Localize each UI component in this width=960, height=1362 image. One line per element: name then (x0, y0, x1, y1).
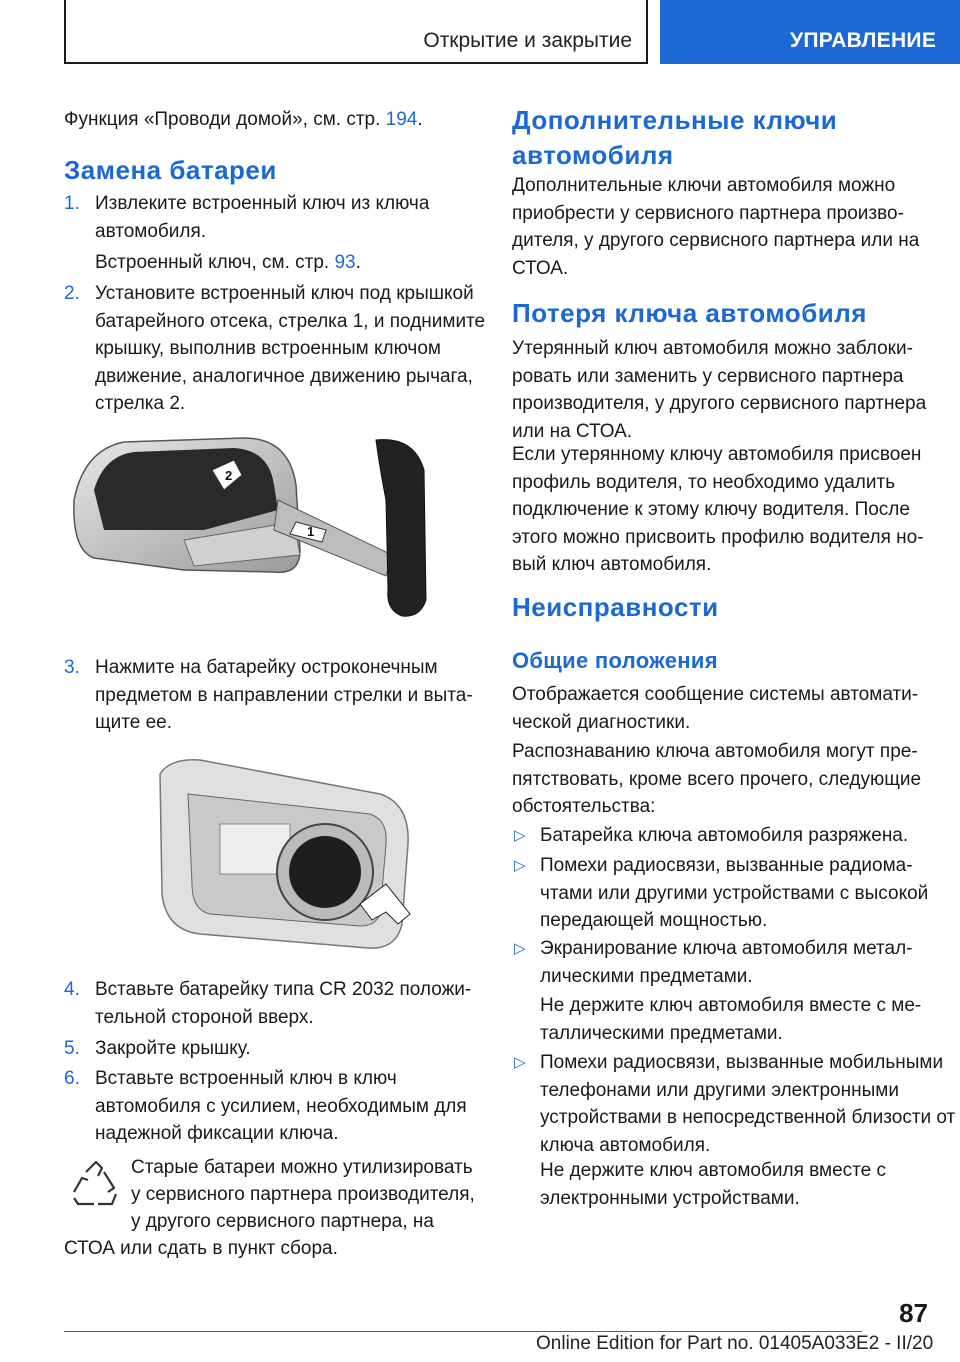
bullet-triangle-icon: ▷ (514, 1054, 526, 1071)
heading-battery-replacement: Замена батареи (64, 155, 277, 185)
step-2 (64, 280, 507, 418)
heading-faults: Неисправности (512, 592, 719, 622)
bullet-text: Батарейка ключа автомобиля разряжена. (540, 825, 909, 846)
bullet-item-2 (512, 852, 956, 935)
step-number: 5. (64, 1038, 80, 1059)
page-number: 87 (899, 1298, 928, 1328)
note-text: Встроенный ключ, см. стр. (95, 252, 335, 273)
step-number: 3. (64, 657, 80, 678)
step-number: 2. (64, 283, 80, 304)
step-text: Вставьте батарейку типа CR 2032 положительной стороной вверх. (95, 979, 472, 1028)
step-4 (64, 976, 507, 1031)
heading-extra-keys: Дополнительные ключи автомобиля (512, 105, 838, 170)
heading-lost-key: Потеря ключа автомобиля (512, 298, 867, 328)
bullet-item-1 (512, 822, 956, 850)
figure-battery-compartment (140, 754, 430, 954)
heading-general: Общие положения (512, 648, 718, 673)
recycle-line-2: у сервисного партнера производителя, (131, 1184, 475, 1205)
step-text: Нажмите на батарейку остроконечным предметом в направлении стрелки и вытащите ее. (95, 657, 473, 733)
lost-key-text-1: Утерянный ключ автомобиля можно заблокировать или заменить у сервисного партнера производителя, у другого сервисного партнера или на СТОА. (512, 338, 927, 442)
step-number: 4. (64, 979, 80, 1000)
bullet-4-note: Не держите ключ автомобиля вместе с электронными устройствами. (540, 1160, 886, 1209)
step-1-note (64, 249, 476, 277)
figure-label-1: 1 (307, 524, 315, 539)
chapter-title: УПРАВЛЕНИЕ (790, 29, 937, 52)
step-6 (64, 1065, 507, 1148)
footer-edition: Online Edition for Part no. 01405A033E2 - II/20 (536, 1333, 934, 1354)
note-end: . (355, 252, 361, 273)
recycle-line-4: СТОА или сдать в пункт сбора. (64, 1238, 338, 1259)
general-text-2: Распознаванию ключа автомобиля могут препятствовать, кроме всего прочего, следующие обстоятельства: (512, 741, 922, 817)
general-text-1: Отображается сообщение системы автоматической диагностики. (512, 684, 919, 733)
lost-key-text-2: Если утерянному ключу автомобиля присвоен профиль водителя, то необходимо удалить подключение к этому ключу водителя. После этого можно присвоить профилю водителя новый ключ автомобиля. (512, 444, 924, 575)
bullet-text: Помехи радиосвязи, вызванные радиомачтами или другими устройствами с высокой передающей мощностью. (540, 855, 929, 931)
figure-label-2: 2 (225, 468, 233, 483)
bullet-triangle-icon: ▷ (514, 827, 526, 844)
bullet-triangle-icon: ▷ (514, 857, 526, 874)
bullet-item-3 (512, 935, 956, 990)
bullet-text: Экранирование ключа автомобиля металлическими предметами. (540, 938, 913, 987)
step-5 (64, 1035, 507, 1063)
step-text: Установите встроенный ключ под крышкой батарейного отсека, стрелка 1, и поднимите крышку, выполнив встроенным ключом движение, аналогичное движению рычага, стрелка 2. (95, 283, 486, 414)
figure-key-lever (64, 430, 476, 630)
bullet-3-note: Не держите ключ автомобиля вместе с металлическими предметами. (540, 995, 922, 1044)
step-text: Извлеките встроенный ключ из ключа автомобиля. (95, 193, 430, 242)
note-page-link[interactable]: 93 (334, 252, 356, 273)
section-title: Открытие и закрытие (423, 29, 632, 52)
recycle-line-1: Старые батареи можно утилизировать (131, 1157, 473, 1178)
step-3 (64, 654, 507, 737)
recycle-line-3: у другого сервисного партнера, на (131, 1211, 434, 1232)
step-1 (64, 190, 476, 245)
intro-paragraph (64, 106, 476, 134)
header-chapter-tab (660, 0, 960, 64)
bullet-triangle-icon: ▷ (514, 940, 526, 957)
recycle-icon (68, 1160, 124, 1214)
step-number: 1. (64, 193, 80, 214)
bullet-item-4 (512, 1049, 956, 1159)
step-text: Закройте крышку. (95, 1038, 251, 1059)
step-text: Вставьте встроенный ключ в ключ автомобиля с усилием, необходимым для надежной фиксации ключа. (95, 1068, 467, 1144)
intro-page-link[interactable]: 194 (385, 109, 418, 130)
bullet-text: Помехи радиосвязи, вызванные мобильными телефонами или другими электронными устройствами в непосредственной близости от ключа автомобиля. (540, 1052, 956, 1156)
extra-keys-text: Дополнительные ключи автомобиля можно приобрести у сервисного партнера производителя, у другого сервисного партнера или на СТОА. (512, 175, 920, 279)
header-section-tab (64, 0, 648, 64)
step-number: 6. (64, 1068, 80, 1089)
footer-divider (64, 1331, 862, 1332)
intro-end: . (417, 109, 423, 130)
intro-text: Функция «Проводи домой», см. стр. (64, 109, 386, 130)
